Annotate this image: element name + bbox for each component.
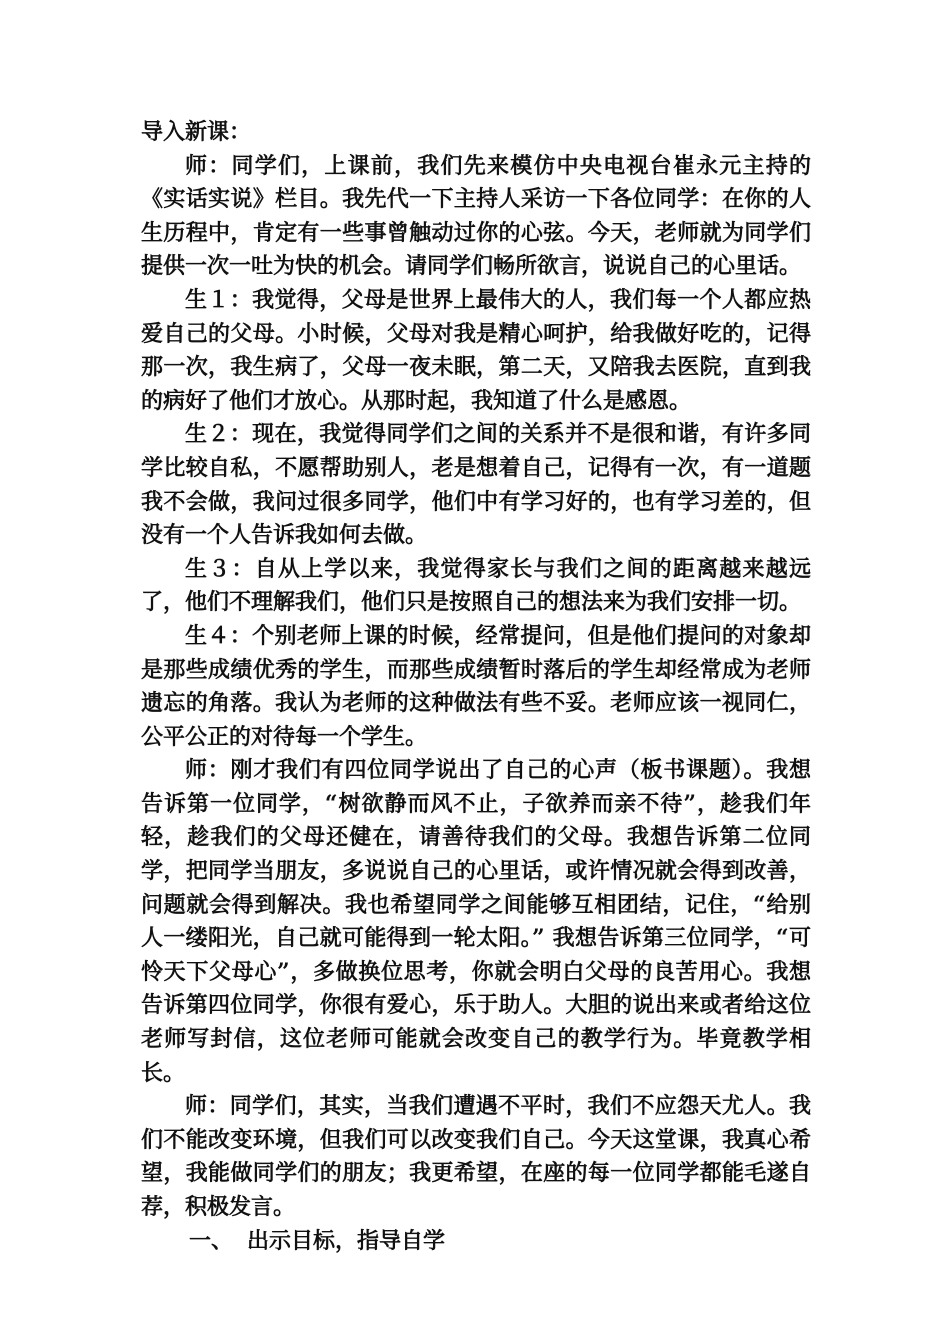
- paragraph-student-3: 生３：自从上学以来，我觉得家长与我们之间的距离越来越远了，他们不理解我们，他们只是按照自己的想法来为我们安排一切。: [141, 555, 811, 616]
- section-title: 出示目标，指导自学: [247, 1227, 446, 1254]
- paragraph-teacher-response: 师：刚才我们有四位同学说出了自己的心声（板书课题）。我想告诉第一位同学，“树欲静而风不止，子欲养而亲不待”，趁我们年轻，趁我们的父母还健在，请善待我们的父母。我想告诉第二位同学，把同学当朋友，多说说自己的心里话，或许情况就会得到改善，问题就会得到解决。我也希望同学之间能够互相团结，记住，“给别人一缕阳光，自己就可能得到一轮太阳。” 我想告诉第三位同学，“可怜天下父母心”，多做换位思考，你就会明白父母的良苦用心。我想告诉第四位同学，你很有爱心，乐于助人。大胆的说出来或者给这位老师写封信，这位老师可能就会改变自己的教学行为。毕竟教学相长。: [141, 757, 811, 1086]
- paragraph-teacher-closing: 师：同学们，其实，当我们遭遇不平时，我们不应怨天尤人。我们不能改变环境，但我们可以改变我们自己。今天这堂课，我真心希望，我能做同学们的朋友；我更希望，在座的每一位同学都能毛遂自荐，积极发言。: [141, 1093, 811, 1220]
- paragraph-student-4: 生４：个别老师上课的时候，经常提问，但是他们提问的对象却是那些成绩优秀的学生，而那些成绩暂时落后的学生却经常成为老师遗忘的角落。我认为老师的这种做法有些不妥。老师应该一视同仁，公平公正的对待每一个学生。: [141, 622, 811, 750]
- document-page: [141, 116, 811, 1258]
- section-number: 一、: [189, 1227, 234, 1254]
- section-heading: 导入新课：: [141, 119, 252, 145]
- paragraph-teacher-intro: 师：同学们，上课前，我们先来模仿中央电视台崔永元主持的《实话实说》栏目。我先代一下主持人采访一下各位同学：在你的人生历程中，肯定有一些事曾触动过你的心弦。今天，老师就为同学们提供一次一吐为快的机会。请同学们畅所欲言，说说自己的心里话。: [141, 152, 811, 280]
- paragraph-student-1: 生１：我觉得，父母是世界上最伟大的人，我们每一个人都应热爱自己的父母。小时候，父母对我是精心呵护，给我做好吃的，记得那一次，我生病了，父母一夜未眠，第二天，又陪我去医院，直到我的病好了他们才放心。从那时起，我知道了什么是感恩。: [141, 286, 811, 414]
- section-one-line: [141, 1225, 811, 1259]
- paragraph-student-2: 生２：现在，我觉得同学们之间的关系并不是很和谐，有许多同学比较自私，不愿帮助别人，老是想着自己，记得有一次，有一道题我不会做，我问过很多同学，他们中有学习好的，也有学习差的，但没有一个人告诉我如何去做。: [141, 421, 811, 549]
